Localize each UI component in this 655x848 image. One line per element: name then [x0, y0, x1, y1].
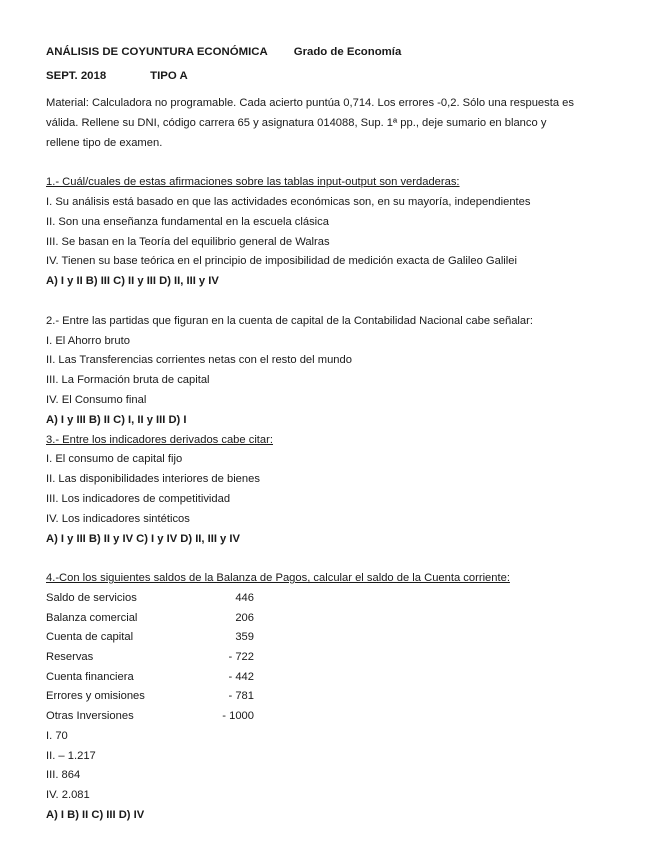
question-4-item: I. 70 — [46, 729, 68, 742]
question-4-item: IV. 2.081 — [46, 789, 90, 802]
balance-value: 206 — [235, 611, 254, 624]
exam-subheader — [46, 70, 626, 82]
balance-label: Reservas — [46, 650, 94, 663]
balance-value: - 781 — [228, 690, 254, 703]
balance-label: Errores y omisiones — [46, 690, 145, 703]
balance-row — [46, 668, 626, 688]
question-1-item: III. Se basan en la Teoría del equilibrio general de Walras — [46, 235, 330, 248]
exam-header — [46, 46, 626, 58]
question-2-item: IV. El Consumo final — [46, 393, 147, 406]
course-title: ANÁLISIS DE COYUNTURA ECONÓMICA — [46, 46, 268, 58]
instructions-line: válida. Rellene su DNI, código carrera 65 y asignatura 014088, Sup. 1ª pp., deje sumario en blanco y — [46, 116, 547, 129]
balance-label: Cuenta financiera — [46, 670, 134, 683]
question-3-answers: A) I y III B) II y IV C) I y IV D) II, III y IV — [46, 532, 240, 545]
question-1-answers: A) I y II B) III C) II y III D) II, III y IV — [46, 275, 219, 288]
exam-page — [46, 46, 626, 826]
balance-label: Saldo de servicios — [46, 591, 137, 604]
question-2-answers: A) I y III B) II C) I, II y III D) I — [46, 413, 187, 426]
balance-row — [46, 648, 626, 668]
balance-value: - 722 — [228, 650, 254, 663]
balance-value: - 1000 — [222, 710, 254, 723]
balance-row — [46, 589, 626, 609]
balance-value: 359 — [235, 631, 254, 644]
instructions-line: Material: Calculadora no programable. Cada acierto puntúa 0,714. Los errores -0,2. Sólo una respuesta es — [46, 97, 574, 109]
question-1-item: II. Son una enseñanza fundamental en la escuela clásica — [46, 215, 329, 228]
balance-row — [46, 707, 626, 727]
question-3-stem: 3.- Entre los indicadores derivados cabe citar: — [46, 433, 273, 446]
balance-row — [46, 628, 626, 648]
question-2-item: III. La Formación bruta de capital — [46, 374, 210, 387]
question-1-item: I. Su análisis está basado en que las actividades económicas son, en su mayoría, independientes — [46, 195, 531, 208]
balance-label: Balanza comercial — [46, 611, 138, 624]
question-3-item: I. El consumo de capital fijo — [46, 453, 183, 466]
instructions-line: rellene tipo de examen. — [46, 136, 163, 149]
degree-name: Grado de Economía — [293, 46, 402, 58]
question-1-stem: 1.- Cuál/cuales de estas afirmaciones sobre las tablas input-output son verdaderas: — [46, 176, 460, 189]
balance-value: 446 — [235, 591, 254, 604]
exam-type: TIPO A — [150, 70, 188, 82]
question-1 — [46, 173, 626, 292]
balance-row — [46, 609, 626, 629]
question-2 — [46, 312, 626, 431]
question-3 — [46, 431, 626, 550]
question-4-item: II. – 1.217 — [46, 749, 96, 762]
question-3-item: IV. Los indicadores sintéticos — [46, 512, 190, 525]
question-3-item: III. Los indicadores de competitividad — [46, 492, 231, 505]
question-4-answers: A) I B) II C) III D) IV — [46, 808, 145, 821]
question-2-item: I. El Ahorro bruto — [46, 334, 130, 347]
balance-label: Otras Inversiones — [46, 710, 134, 723]
question-4-stem: 4.-Con los siguientes saldos de la Balanza de Pagos, calcular el saldo de la Cuenta corriente: — [46, 572, 510, 585]
balance-label: Cuenta de capital — [46, 631, 134, 644]
question-1-item: IV. Tienen su base teórica en el principio de imposibilidad de medición exacta de Galileo Galilei — [46, 255, 517, 268]
exam-date: SEPT. 2018 — [46, 70, 107, 82]
balance-row — [46, 687, 626, 707]
question-2-item: II. Las Transferencias corrientes netas con el resto del mundo — [46, 354, 352, 367]
question-4 — [46, 569, 626, 826]
question-2-stem: 2.- Entre las partidas que figuran en la cuenta de capital de la Contabilidad Nacional cabe señalar: — [46, 314, 533, 327]
instructions — [46, 94, 626, 153]
balance-value: - 442 — [228, 670, 254, 683]
question-4-item: III. 864 — [46, 769, 81, 782]
question-3-item: II. Las disponibilidades interiores de bienes — [46, 473, 260, 486]
